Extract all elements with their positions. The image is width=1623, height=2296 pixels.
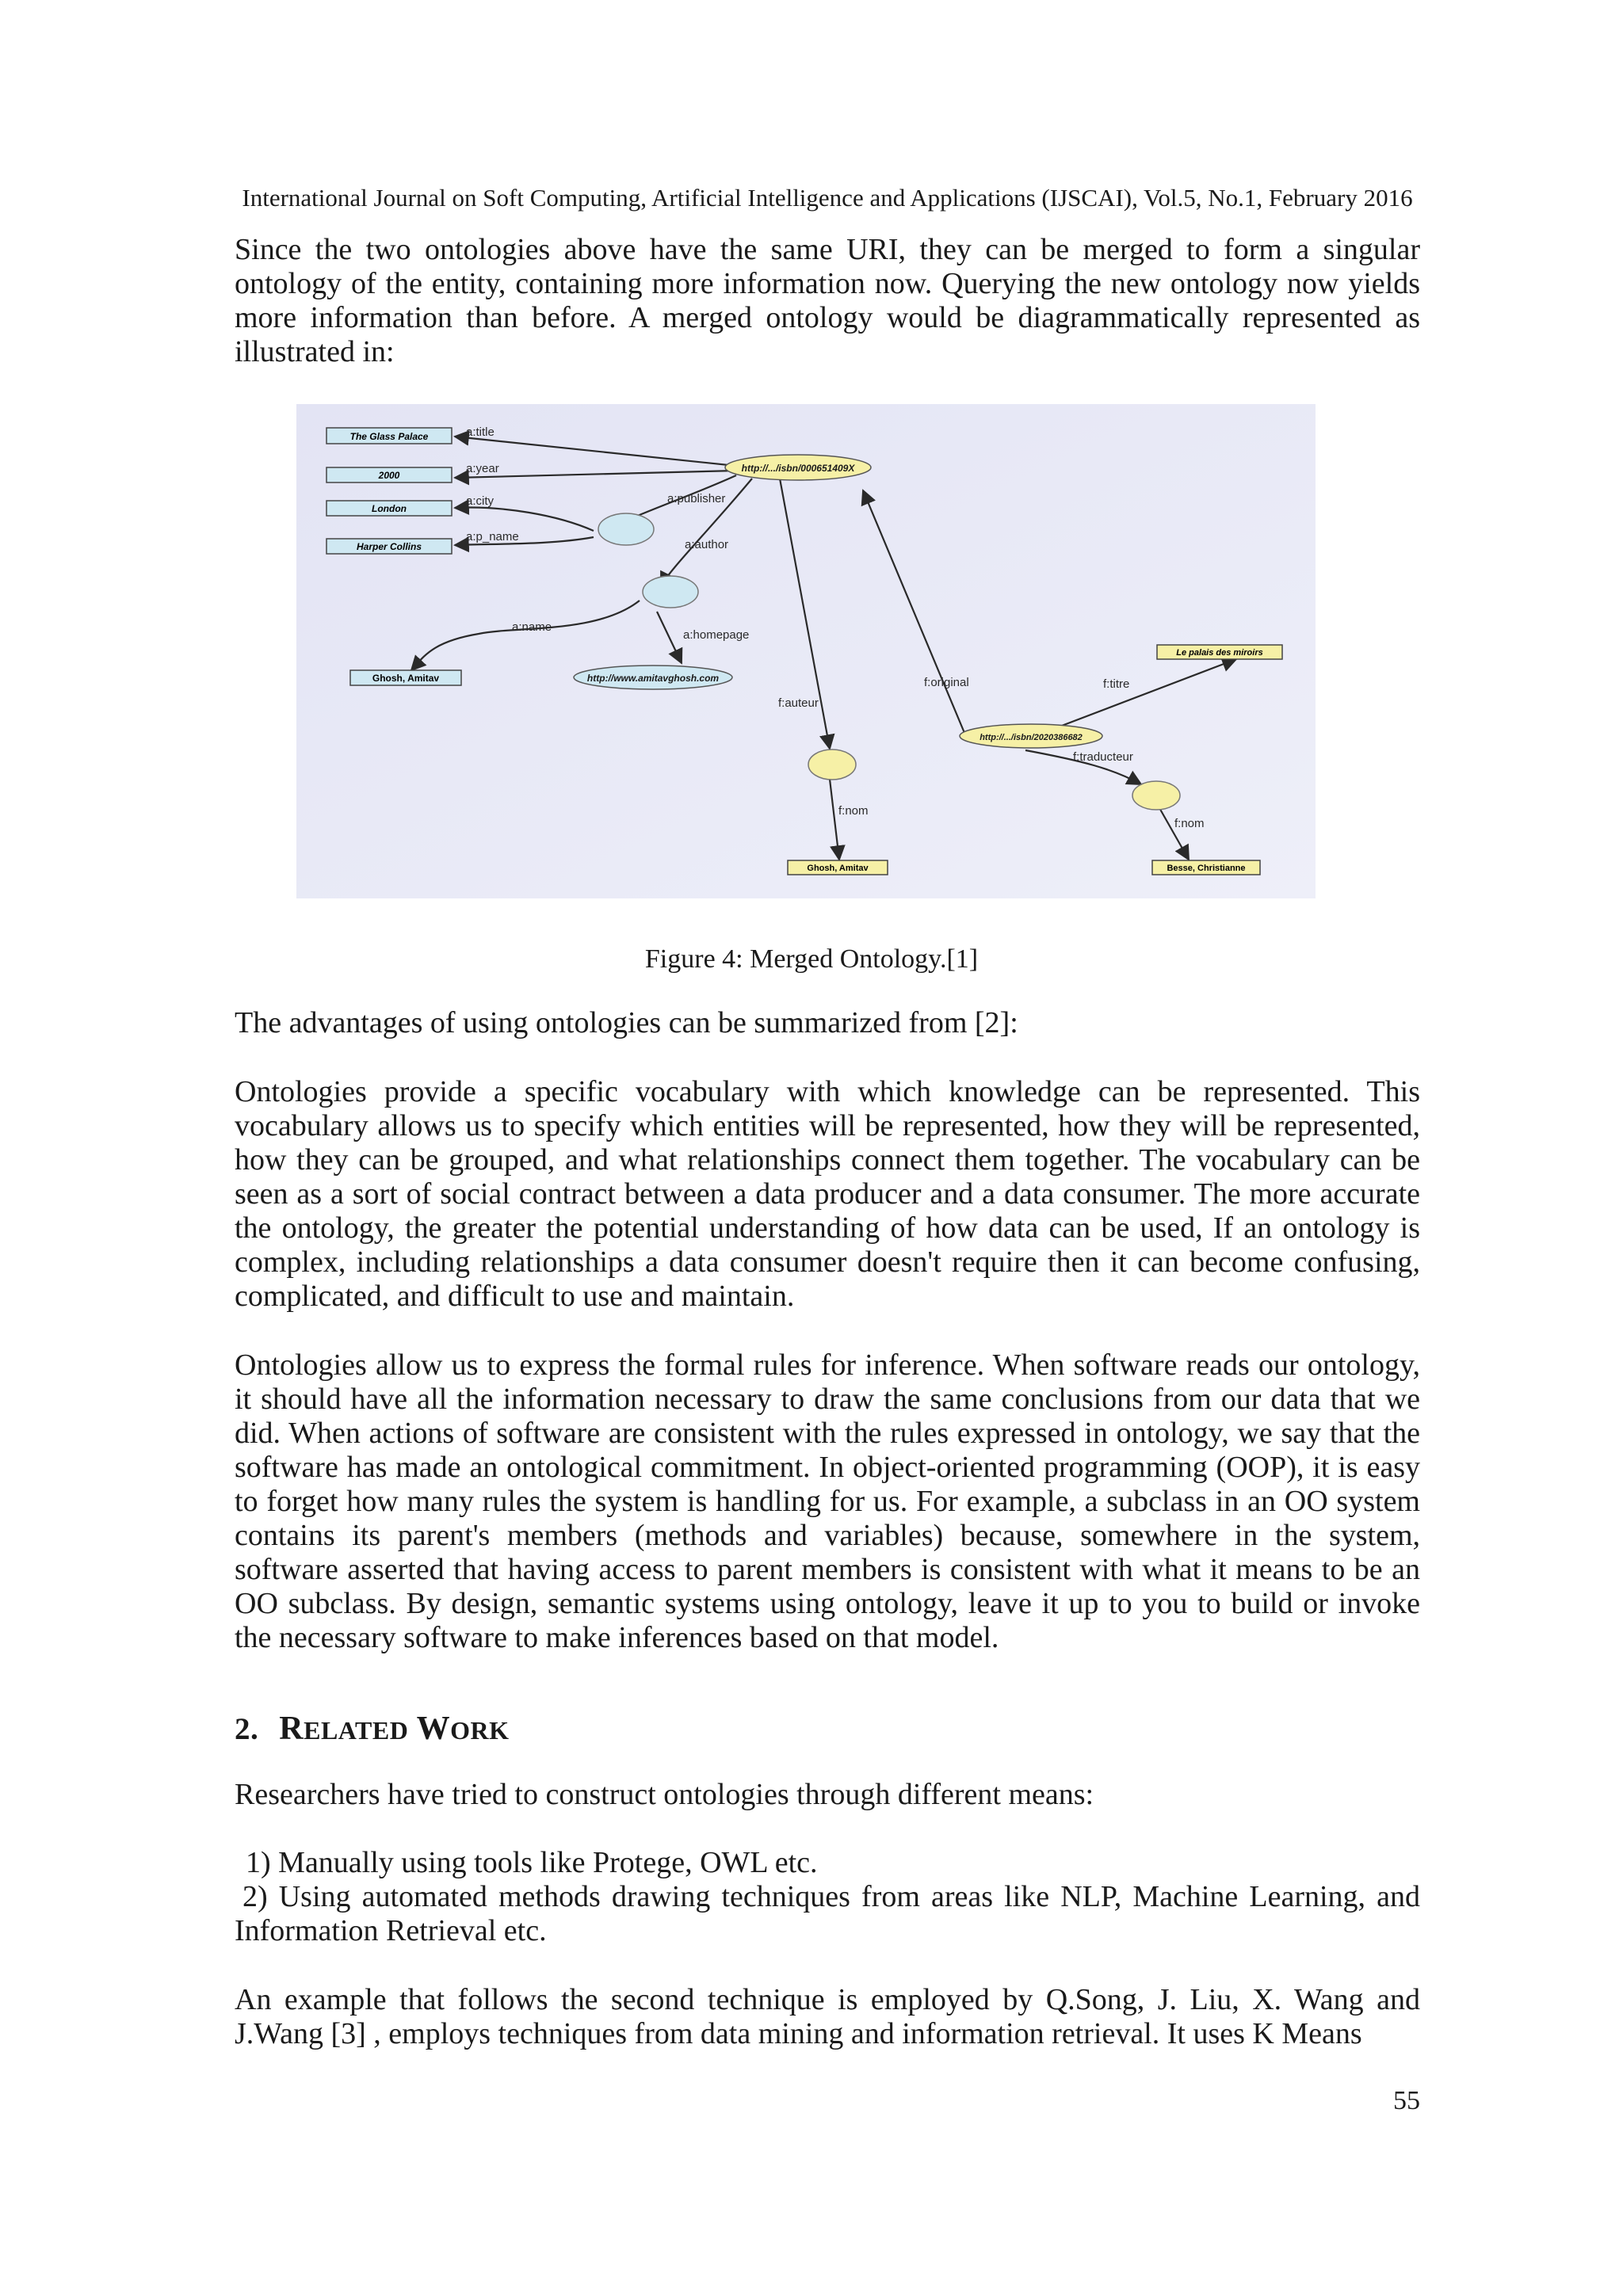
literal-title-text: The Glass Palace — [349, 431, 429, 442]
merged-ontology-figure — [296, 404, 1316, 898]
literal-year-text: 2000 — [378, 470, 400, 481]
edge-label-year: a:year — [466, 462, 499, 475]
paragraph-example: An example that follows the second technique is employed by Q.Song, J. Liu, X. Wang and J.Wang [3] , employs techniques from data mining and information retrieval. It uses K Means — [235, 1983, 1420, 2050]
paragraph-related-intro: Researchers have tried to construct ontologies through different means: — [235, 1778, 1094, 1811]
list-item-1: 1) Manually using tools like Protege, OWL etc. — [246, 1846, 818, 1879]
edge-label-pname: a:p_name — [466, 530, 519, 543]
traducteur-blank-node — [1132, 781, 1180, 810]
literal-pname-text: Harper Collins — [356, 541, 422, 552]
homepage-node-label: http://www.amitavghosh.com — [586, 673, 720, 684]
section-title-elated: ELATED — [304, 1716, 409, 1745]
auteur-blank-node — [808, 749, 856, 780]
paragraph-advantages-intro: The advantages of using ontologies can be summarized from [2]: — [235, 1006, 1018, 1039]
edge-label-nom1: f:nom — [838, 804, 869, 818]
uri-node-french-label: http://.../isbn/2020386682 — [980, 733, 1083, 742]
edge-label-titre: f:titre — [1103, 677, 1130, 691]
uri-node-english-label: http://.../isbn/000651409X — [741, 463, 855, 474]
literal-titre-text: Le palais des miroirs — [1176, 648, 1263, 658]
edge-label-publisher: a:publisher — [667, 492, 726, 505]
figure-caption: Figure 4: Merged Ontology.[1] — [644, 944, 979, 974]
literal-traducteur-nom-text: Besse, Christianne — [1167, 864, 1246, 873]
section-title-ork: ORK — [450, 1716, 510, 1745]
publisher-blank-node — [598, 513, 654, 545]
journal-header: International Journal on Soft Computing, Artificial Intelligence and Applications (IJSCAI), Vol.5, No.1, February 2016 — [242, 184, 1413, 212]
section-heading — [235, 1710, 509, 1748]
edge-label-name: a:name — [512, 620, 552, 634]
author-blank-node — [643, 576, 698, 608]
edge-label-author: a:author — [685, 538, 729, 551]
section-title-w: W — [416, 1711, 451, 1747]
edge-label-original: f:original — [924, 676, 969, 689]
edge-label-auteur: f:auteur — [778, 696, 819, 710]
paragraph-vocabulary: Ontologies provide a specific vocabulary with which knowledge can be represented. This vocabulary allows us to specify which entities will be represented, how they will be represented, how they can be grouped, and what relationships connect them together. The vocabulary can be seen as a sort of social contract between a data producer and a data consumer. The more accurate the ontology, the greater the potential understanding of how data can be used, If an ontology is complex, including relationships a data consumer doesn't require then it can become confusing, complicated, and difficult to use and maintain. — [235, 1075, 1420, 1313]
page-number: 55 — [1393, 2086, 1420, 2115]
edge-label-nom2: f:nom — [1174, 817, 1205, 830]
paragraph-merge-intro: Since the two ontologies above have the same URI, they can be merged to form a singular ontology of the entity, containing more information now. Querying the new ontology now yields more information than before. A merged ontology would be diagrammatically represented as illustrated in: — [235, 233, 1420, 368]
edge-label-city: a:city — [466, 494, 495, 508]
list-item-2: 2) Using automated methods drawing techniques from areas like NLP, Machine Learning, and Information Retrieval etc. — [235, 1880, 1420, 1947]
edge-label-traducteur: f:traducteur — [1073, 750, 1133, 764]
literal-author-name-text: Ghosh, Amitav — [372, 673, 440, 684]
section-title-r: R — [279, 1711, 304, 1747]
edge-label-title: a:title — [466, 425, 495, 439]
paragraph-inference: Ontologies allow us to express the formal rules for inference. When software reads our ontology, it should have all the information necessary to draw the same conclusions from our data that we did. When actions of software are consistent with the rules expressed in ontology, we say that the software has made an ontological commitment. In object-oriented programming (OOP), it is easy to forget how many rules the system is handling for us. For example, a subclass in an OO system contains its parent's members (methods and variables) because, somewhere in the system, software asserted that having access to parent members is consistent with what it means to be an OO subclass. By design, semantic systems using ontology, leave it up to you to build or invoke the necessary software to make inferences based on that model. — [235, 1348, 1420, 1654]
literal-city-text: London — [372, 503, 407, 514]
section-number: 2. — [235, 1712, 259, 1746]
literal-auteur-nom-text: Ghosh, Amitav — [807, 864, 869, 873]
edge-label-homepage: a:homepage — [683, 628, 750, 642]
